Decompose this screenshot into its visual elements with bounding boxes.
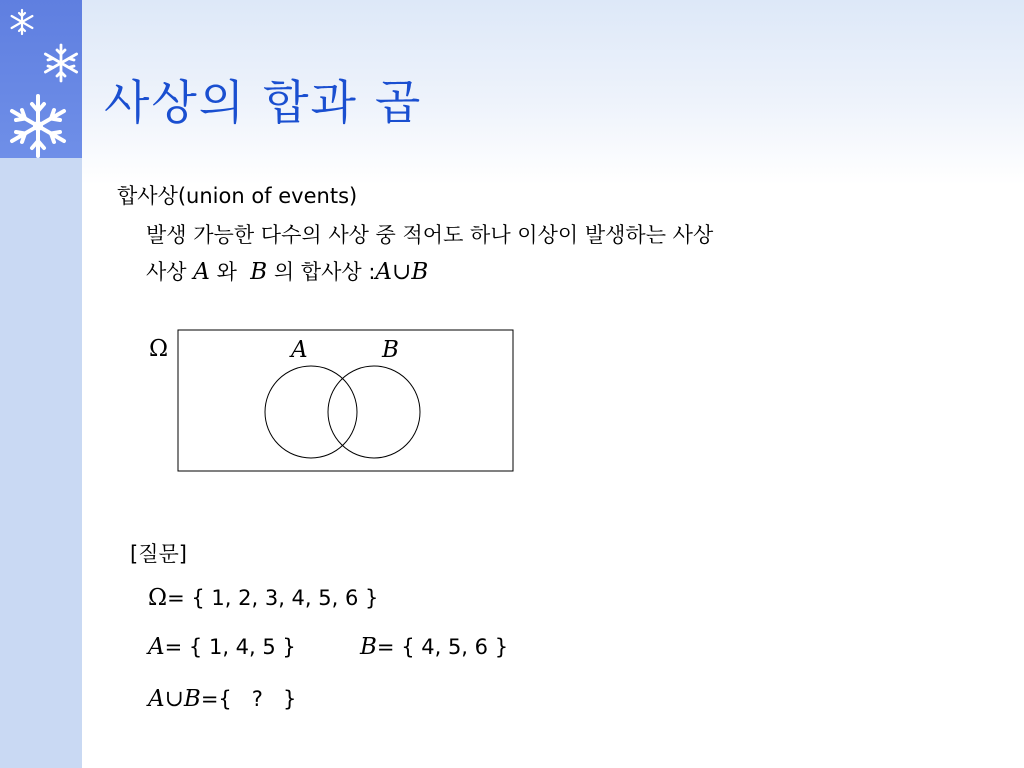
- b-equation: [360, 634, 508, 660]
- sidebar-decoration: [0, 0, 82, 768]
- a-eq-sign: =: [164, 635, 183, 659]
- b-eq-set: { 4, 5, 6 }: [401, 635, 509, 659]
- omega-eq-sign: =: [167, 586, 185, 610]
- notation-expr-a: A: [375, 259, 393, 285]
- union-eq-set: { ? }: [218, 687, 297, 711]
- set-a-label: A: [291, 337, 308, 363]
- union-eq-b: B: [183, 686, 201, 712]
- b-eq-lhs: B: [360, 634, 377, 660]
- set-a-circle: [265, 366, 357, 458]
- union-heading: 합사상(union of events): [117, 184, 358, 208]
- union-equation: [148, 686, 296, 712]
- omega-label: Ω: [149, 336, 169, 362]
- notation-mid: 와: [216, 260, 237, 284]
- set-b-label: B: [382, 337, 399, 363]
- venn-diagram: [170, 325, 520, 477]
- snowflake-small-icon: [8, 8, 36, 36]
- union-eq-symbol: ∪: [164, 686, 184, 712]
- sample-space-rect: [178, 330, 513, 471]
- omega-equation: [148, 585, 378, 611]
- notation-suffix: 의 합사상 :: [273, 260, 376, 284]
- notation-prefix: 사상: [146, 260, 187, 284]
- a-equation: [148, 634, 296, 660]
- a-eq-set: { 1, 4, 5 }: [188, 635, 296, 659]
- question-label: [질문]: [130, 542, 187, 566]
- union-definition: 발생 가능한 다수의 사상 중 적어도 하나 이상이 발생하는 사상: [146, 223, 714, 247]
- b-eq-sign: =: [376, 635, 395, 659]
- union-eq-a: A: [148, 686, 165, 712]
- notation-expr-b: B: [411, 259, 429, 285]
- omega-eq-set: { 1, 2, 3, 4, 5, 6 }: [191, 586, 379, 610]
- union-notation-line: [146, 256, 428, 286]
- omega-eq-lhs: Ω: [148, 585, 168, 611]
- notation-var-b: B: [250, 259, 268, 285]
- slide-title: 사상의 합과 곱: [104, 76, 423, 131]
- snowflake-medium-icon: [40, 42, 82, 84]
- snowflake-large-icon: [4, 92, 72, 160]
- union-symbol: ∪: [392, 259, 412, 285]
- a-eq-lhs: A: [148, 634, 165, 660]
- set-b-circle: [328, 366, 420, 458]
- union-eq-sign: =: [200, 687, 219, 711]
- notation-var-a: A: [193, 259, 210, 285]
